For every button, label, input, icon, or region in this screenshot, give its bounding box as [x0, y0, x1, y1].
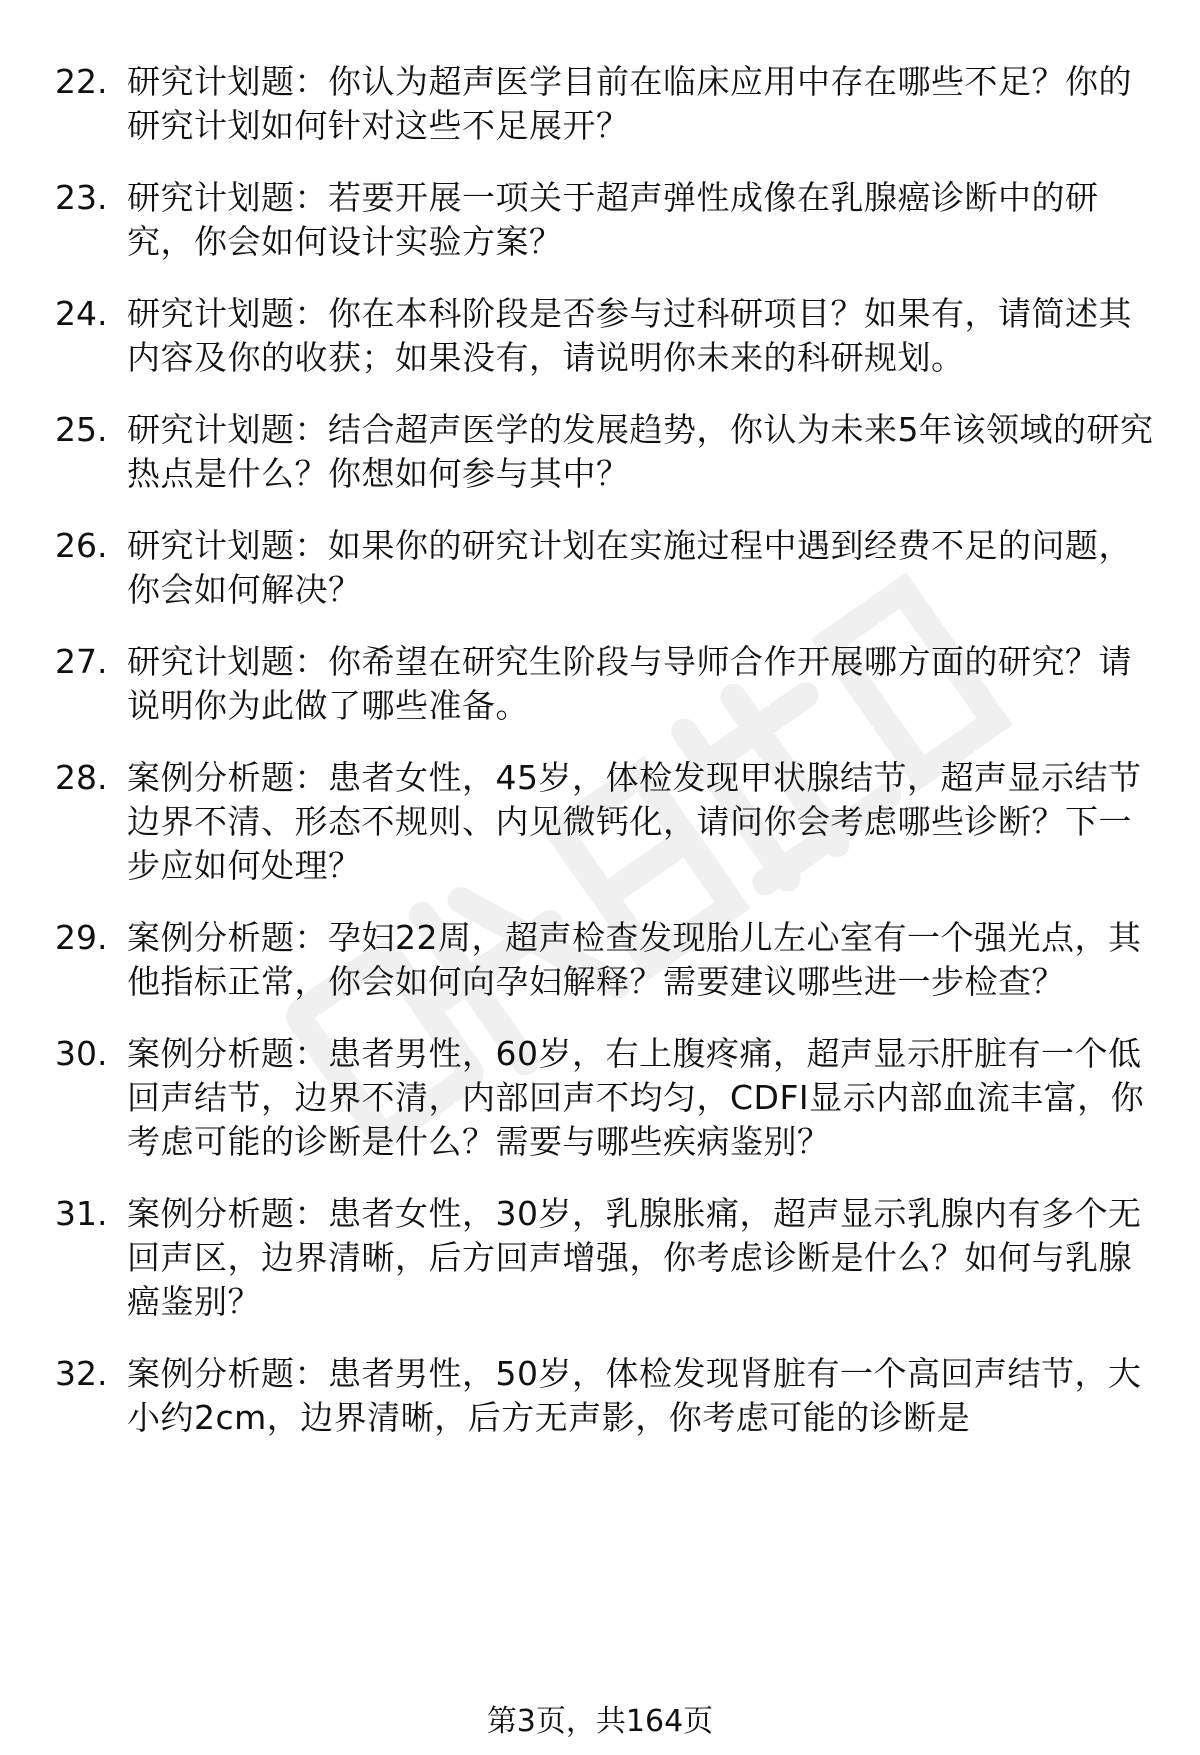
question-text: 案例分析题：患者女性，45岁，体检发现甲状腺结节，超声显示结节边界不清、形态不规则、内见微钙化，请问你会考虑哪些诊断？下一步应如何处理？: [127, 758, 1142, 885]
question-text: 案例分析题：孕妇22周，超声检查发现胎儿左心室有一个强光点，其他指标正常，你会如何向孕妇解释？需要建议哪些进一步检查？: [127, 918, 1142, 1001]
question-item: [55, 756, 1155, 888]
question-item: [55, 292, 1155, 380]
question-item: [55, 916, 1155, 1004]
question-number: 24.: [55, 294, 108, 333]
question-item: [55, 1032, 1155, 1164]
question-item: [55, 176, 1155, 264]
question-item: [55, 60, 1155, 148]
question-text: 案例分析题：患者男性，50岁，体检发现肾脏有一个高回声结节，大小约2cm，边界清晰，后方无声影，你考虑可能的诊断是: [127, 1354, 1142, 1437]
question-number: 32.: [55, 1354, 108, 1393]
question-number: 27.: [55, 642, 108, 681]
question-item: [55, 1352, 1155, 1440]
question-text: 案例分析题：患者男性，60岁，右上腹疼痛，超声显示肝脏有一个低回声结节，边界不清，内部回声不均匀，CDFI显示内部血流丰富，你考虑可能的诊断是什么？需要与哪些疾病鉴别？: [127, 1034, 1145, 1161]
question-number: 30.: [55, 1034, 108, 1073]
question-item: [55, 408, 1155, 496]
question-number: 23.: [55, 178, 108, 217]
question-number: 22.: [55, 62, 108, 101]
question-text: 研究计划题：你认为超声医学目前在临床应用中存在哪些不足？你的研究计划如何针对这些不足展开？: [127, 62, 1132, 145]
question-item: [55, 640, 1155, 728]
question-text: 研究计划题：如果你的研究计划在实施过程中遇到经费不足的问题，你会如何解决？: [127, 526, 1132, 609]
question-number: 31.: [55, 1194, 108, 1233]
question-text: 研究计划题：若要开展一项关于超声弹性成像在乳腺癌诊断中的研究，你会如何设计实验方案？: [127, 178, 1099, 261]
question-list: [55, 60, 1155, 1468]
question-text: 案例分析题：患者女性，30岁，乳腺胀痛，超声显示乳腺内有多个无回声区，边界清晰，后方回声增强，你考虑诊断是什么？如何与乳腺癌鉴别？: [127, 1194, 1142, 1321]
question-text: 研究计划题：你希望在研究生阶段与导师合作开展哪方面的研究？请说明你为此做了哪些准备。: [127, 642, 1132, 725]
question-item: [55, 1192, 1155, 1324]
question-text: 研究计划题：结合超声医学的发展趋势，你认为未来5年该领域的研究热点是什么？你想如何参与其中？: [127, 410, 1154, 493]
question-item: [55, 524, 1155, 612]
question-number: 26.: [55, 526, 108, 565]
question-number: 25.: [55, 410, 108, 449]
question-number: 28.: [55, 758, 108, 797]
page-footer: 第3页，共164页: [486, 1704, 714, 1739]
question-number: 29.: [55, 918, 108, 957]
question-text: 研究计划题：你在本科阶段是否参与过科研项目？如果有，请简述其内容及你的收获；如果没有，请说明你未来的科研规划。: [127, 294, 1132, 377]
